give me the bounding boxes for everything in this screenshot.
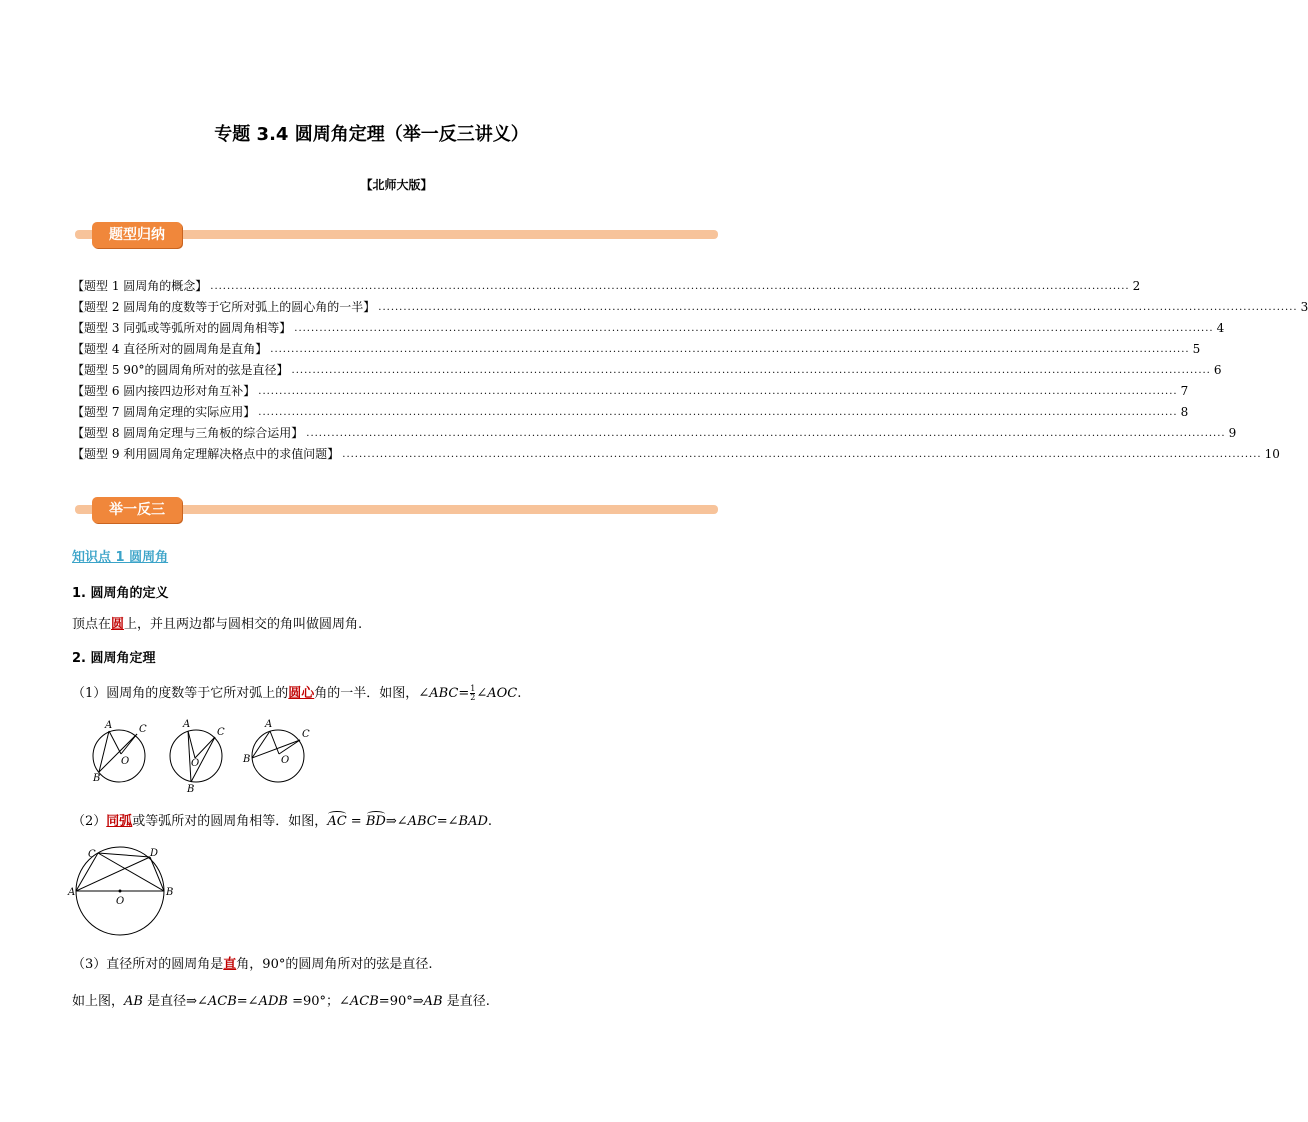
toc-leader-dots: ............................................................................................................................................................................................................................ [291, 365, 1211, 376]
svg-text:C: C [88, 849, 96, 860]
toc-entry-label: 【题型 1 圆周角的概念】 [72, 279, 208, 293]
toc-entry-page: 8 [1180, 405, 1189, 419]
svg-text:A: A [265, 719, 273, 730]
figure-inscribed-angles [85, 714, 320, 794]
toc-entry-page: 4 [1216, 321, 1225, 335]
toc-entry[interactable] [72, 318, 1225, 339]
svg-text:B: B [187, 784, 195, 795]
fraction-half: $\frac{1}{2}$ [470, 684, 476, 702]
svg-text:A: A [183, 719, 191, 730]
theorem-heading: 2. 圆周角定理 [72, 651, 156, 666]
svg-text:B: B [243, 754, 251, 765]
section-badge-1: 题型归纳 [92, 222, 182, 248]
svg-text:B: B [93, 773, 101, 784]
figure-3 [242, 719, 310, 782]
svg-text:C: C [139, 724, 147, 735]
svg-text:D: D [150, 848, 159, 859]
toc-leader-dots: ............................................................................................................................................................................................................................ [378, 302, 1298, 313]
svg-text:C: C [302, 729, 310, 740]
toc-leader-dots: ............................................................................................................................................................................................................................ [210, 281, 1130, 292]
section-badge-2: 举一反三 [92, 497, 182, 523]
toc-entry[interactable] [72, 402, 1189, 423]
toc-entry[interactable] [72, 276, 1141, 297]
figure-equal-arcs [68, 843, 183, 935]
svg-text:A: A [68, 887, 76, 898]
toc-entry[interactable] [72, 423, 1237, 444]
toc-entry-label: 【题型 9 利用圆周角定理解决格点中的求值问题】 [72, 447, 340, 461]
toc-leader-dots: ............................................................................................................................................................................................................................ [258, 386, 1178, 397]
toc-leader-dots: ............................................................................................................................................................................................................................ [306, 428, 1226, 439]
toc-entry-page: 2 [1132, 279, 1141, 293]
arc-bd: BD [365, 814, 386, 829]
figure-1 [92, 720, 147, 784]
toc-entry-page: 5 [1192, 342, 1201, 356]
toc-entry-label: 【题型 4 直径所对的圆周角是直角】 [72, 342, 268, 356]
toc-entry-label: 【题型 2 圆周角的度数等于它所对弧上的圆心角的一半】 [72, 300, 376, 314]
svg-text:O: O [191, 758, 200, 769]
svg-text:A: A [105, 720, 113, 731]
page-subtitle: 【北师大版】 [360, 178, 433, 192]
theorem-item-1: （1）圆周角的度数等于它所对弧上的圆心角的一半．如图，∠ABC= $\frac{1}{2}$ ∠AOC. [72, 684, 522, 702]
svg-text:B: B [166, 887, 174, 898]
toc-entry[interactable] [72, 297, 1308, 318]
knowledge-point-title: 知识点 1 圆周角 [72, 550, 169, 565]
arc-ac: AC [327, 814, 347, 829]
figure-2 [170, 719, 225, 795]
definition-text: 顶点在圆上，并且两边都与圆相交的角叫做圆周角. [72, 617, 363, 632]
table-of-contents [72, 276, 1308, 465]
toc-entry[interactable] [72, 444, 1280, 465]
toc-entry-label: 【题型 3 同弧或等弧所对的圆周角相等】 [72, 321, 292, 335]
svg-text:C: C [217, 727, 225, 738]
page-title: 专题 3.4 圆周角定理（举一反三讲义） [214, 124, 529, 145]
toc-leader-dots: ............................................................................................................................................................................................................................ [258, 407, 1178, 418]
toc-entry-label: 【题型 5 90°的圆周角所对的弦是直径】 [72, 363, 289, 377]
definition-heading: 1. 圆周角的定义 [72, 586, 169, 601]
toc-entry-page: 9 [1228, 426, 1237, 440]
theorem-item-2: （2）同弧或等弧所对的圆周角相等．如图，AC = BD⇒∠ABC=∠BAD. [72, 814, 493, 829]
toc-entry[interactable] [72, 360, 1222, 381]
toc-entry-label: 【题型 7 圆周角定理的实际应用】 [72, 405, 256, 419]
svg-text:O: O [281, 755, 290, 766]
toc-leader-dots: ............................................................................................................................................................................................................................ [270, 344, 1190, 355]
toc-entry-label: 【题型 6 圆内接四边形对角互补】 [72, 384, 256, 398]
svg-text:O: O [121, 756, 130, 767]
toc-entry-page: 6 [1213, 363, 1222, 377]
toc-entry-label: 【题型 8 圆周角定理与三角板的综合运用】 [72, 426, 304, 440]
toc-entry-page: 3 [1300, 300, 1308, 314]
toc-entry[interactable] [72, 381, 1189, 402]
toc-entry-page: 7 [1180, 384, 1189, 398]
toc-leader-dots: ............................................................................................................................................................................................................................ [294, 323, 1214, 334]
theorem-item-3: （3）直径所对的圆周角是直角，90°的圆周角所对的弦是直径. [72, 957, 433, 972]
toc-leader-dots: ............................................................................................................................................................................................................................ [342, 449, 1262, 460]
theorem-item-4: 如上图，AB 是直径⇒∠ACB=∠ADB =90°；∠ACB=90°⇒AB 是直径. [72, 994, 490, 1009]
toc-entry[interactable] [72, 339, 1201, 360]
toc-entry-page: 10 [1264, 447, 1280, 461]
svg-text:O: O [116, 896, 125, 907]
